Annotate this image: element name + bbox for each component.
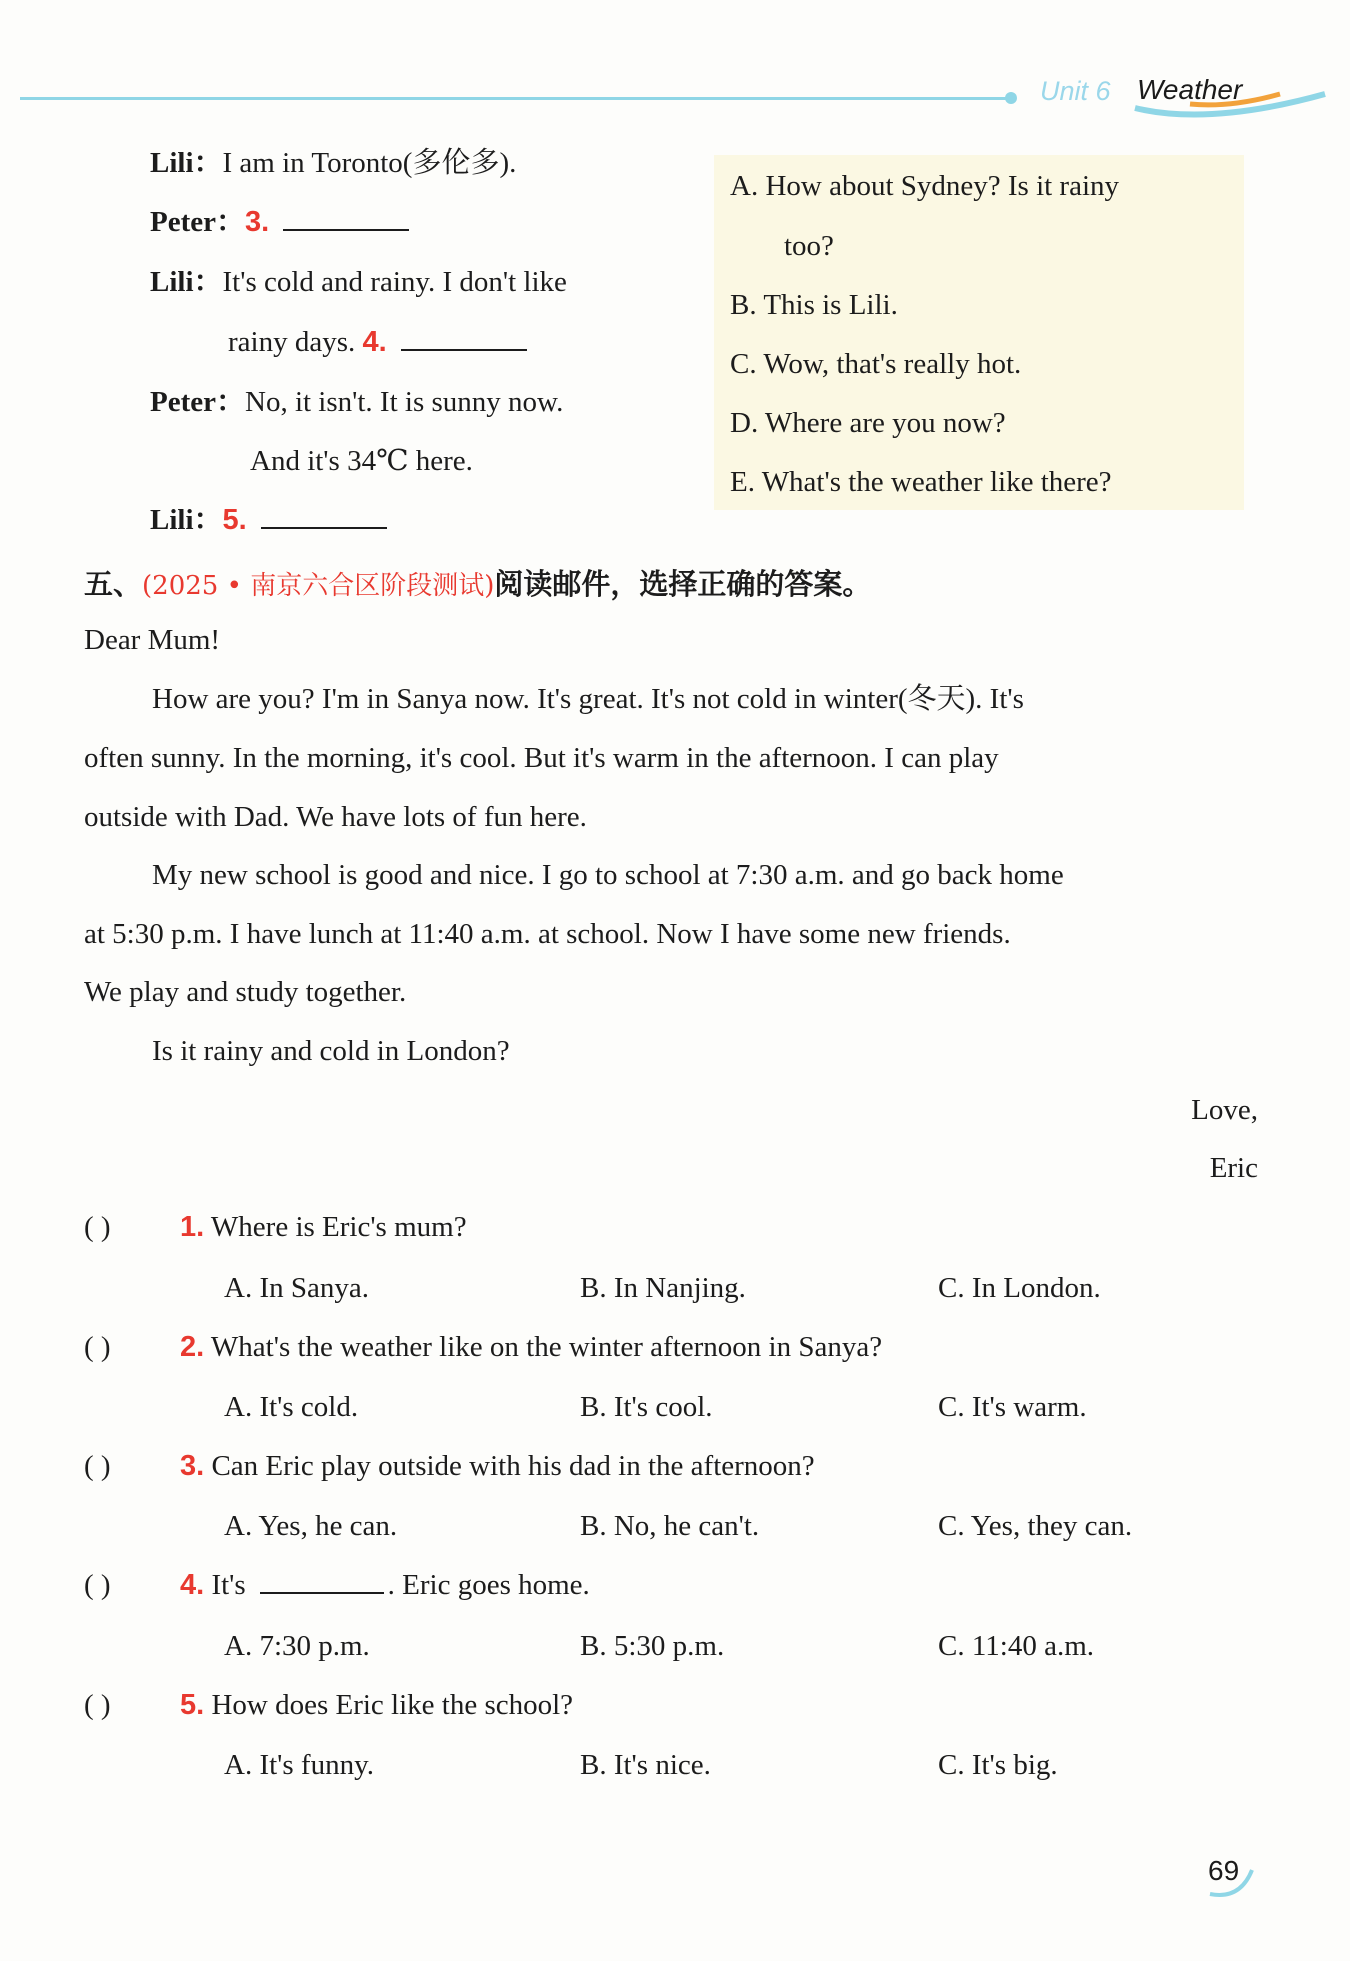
header-title: Weather — [1137, 74, 1243, 105]
source-tag: (2025 • 南京六合区阶段测试) — [142, 571, 495, 601]
q1-choice-c[interactable]: C. In London. — [938, 1272, 1101, 1304]
options-box — [714, 155, 1244, 510]
header-rule — [20, 97, 1010, 100]
answer-blank-5[interactable] — [261, 503, 387, 529]
answer-blank-3[interactable] — [283, 205, 409, 231]
q4-choice-b[interactable]: B. 5:30 p.m. — [580, 1630, 725, 1662]
dialogue-line-4b: And it's 34℃ here. — [250, 445, 473, 477]
option-d: D. Where are you now? — [730, 407, 1006, 439]
question-2: 2. What's the weather like on the winter afternoon in Sanya? — [180, 1331, 883, 1363]
letter-p2-line2: at 5:30 p.m. I have lunch at 11:40 a.m. at school. Now I have some new friends. — [84, 918, 1011, 950]
dialogue-line-3b: rainy days. 4. — [228, 322, 527, 362]
q3-choice-b[interactable]: B. No, he can't. — [580, 1510, 760, 1542]
q2-choice-c[interactable]: C. It's warm. — [938, 1391, 1087, 1423]
section-5-heading: 五、(2025 • 南京六合区阶段测试)阅读邮件，选择正确的答案。 — [84, 567, 872, 601]
question-1: 1. Where is Eric's mum? — [180, 1211, 467, 1243]
letter-signature: Eric — [1209, 1152, 1258, 1184]
dialogue-line-2: Peter：3. — [150, 202, 409, 242]
dialogue-line-3: Lili：It's cold and rainy. I don't like — [150, 266, 567, 298]
option-e: E. What's the weather like there? — [730, 466, 1112, 498]
dialogue-line-1: Lili：I am in Toronto(多伦多). — [150, 147, 517, 179]
dialogue-line-4: Peter：No, it isn't. It is sunny now. — [150, 386, 564, 418]
letter-p1-line2: often sunny. In the morning, it's cool. But it's warm in the afternoon. I can play — [84, 742, 999, 774]
header-dot-icon — [1005, 92, 1017, 104]
q4-choice-a[interactable]: A. 7:30 p.m. — [224, 1630, 370, 1662]
letter-p2-line1: My new school is good and nice. I go to school at 7:30 a.m. and go back home — [152, 859, 1064, 891]
question-4: 4. It's . Eric goes home. — [180, 1569, 590, 1601]
answer-paren-3[interactable]: ( ) — [84, 1450, 111, 1482]
header-unit: Unit 6 — [1040, 76, 1111, 106]
option-a: A. How about Sydney? Is it rainy — [730, 170, 1120, 202]
q5-choice-b[interactable]: B. It's nice. — [580, 1749, 711, 1781]
q5-choice-a[interactable]: A. It's funny. — [224, 1749, 374, 1781]
letter-greeting: Dear Mum! — [84, 624, 221, 656]
q3-choice-a[interactable]: A. Yes, he can. — [224, 1510, 398, 1542]
letter-closing: Love, — [1191, 1094, 1258, 1126]
letter-p1-line3: outside with Dad. We have lots of fun here. — [84, 801, 587, 833]
q2-choice-a[interactable]: A. It's cold. — [224, 1391, 359, 1423]
question-3: 3. Can Eric play outside with his dad in the afternoon? — [180, 1450, 815, 1482]
q4-choice-c[interactable]: C. 11:40 a.m. — [938, 1630, 1095, 1662]
answer-blank-4[interactable] — [401, 325, 527, 351]
q1-choice-a[interactable]: A. In Sanya. — [224, 1272, 369, 1304]
page-number: 69 — [1208, 1855, 1240, 1886]
answer-paren-2[interactable]: ( ) — [84, 1331, 111, 1363]
letter-p2-line3: We play and study together. — [84, 976, 407, 1008]
answer-paren-5[interactable]: ( ) — [84, 1689, 111, 1721]
dialogue-line-5: Lili：5. — [150, 500, 387, 540]
letter-p3: Is it rainy and cold in London? — [152, 1035, 510, 1067]
option-b: B. This is Lili. — [730, 289, 898, 321]
question-5: 5. How does Eric like the school? — [180, 1689, 574, 1721]
letter-p1-line1: How are you? I'm in Sanya now. It's great. It's not cold in winter(冬天). It's — [152, 683, 1024, 715]
answer-blank-q4[interactable] — [260, 1568, 384, 1594]
answer-paren-4[interactable]: ( ) — [84, 1569, 111, 1601]
option-a-cont: too? — [784, 230, 834, 262]
option-c: C. Wow, that's really hot. — [730, 348, 1022, 380]
q1-choice-b[interactable]: B. In Nanjing. — [580, 1272, 746, 1304]
answer-paren-1[interactable]: ( ) — [84, 1211, 111, 1243]
header-wave-icon — [1130, 86, 1330, 126]
q5-choice-c[interactable]: C. It's big. — [938, 1749, 1058, 1781]
q3-choice-c[interactable]: C. Yes, they can. — [938, 1510, 1133, 1542]
q2-choice-b[interactable]: B. It's cool. — [580, 1391, 713, 1423]
